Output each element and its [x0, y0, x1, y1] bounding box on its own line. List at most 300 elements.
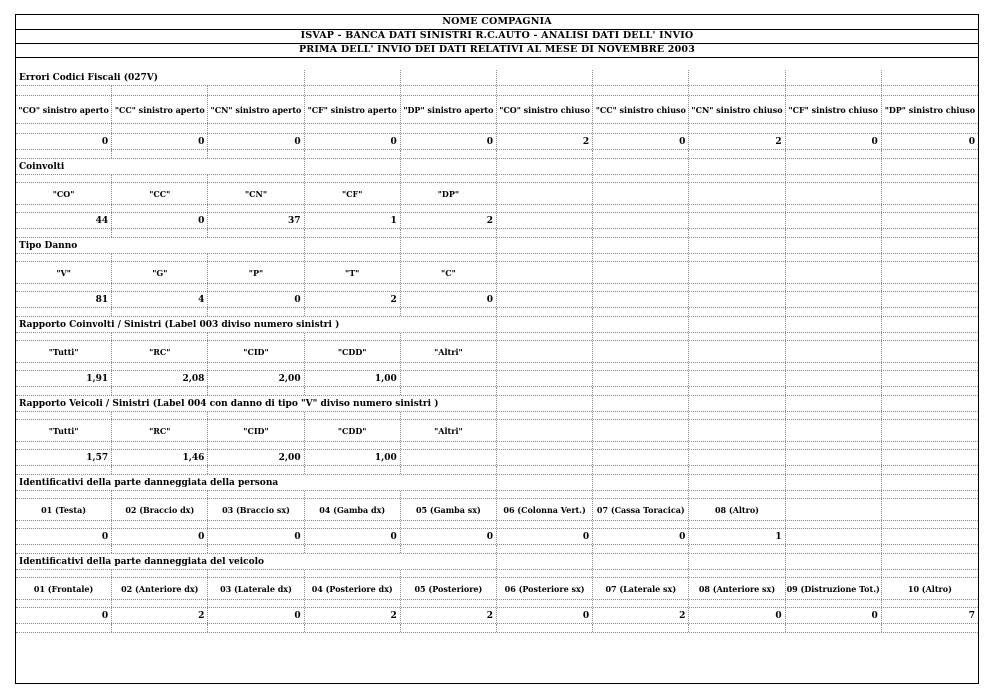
label-cell [208, 183, 304, 204]
title-cell [401, 475, 497, 490]
spacer-cell [786, 150, 882, 158]
column-value: 0 [294, 610, 301, 621]
column-label: 06 (Colonna Vert.) [503, 504, 586, 515]
title-cell [689, 70, 785, 85]
label-cell [593, 499, 689, 520]
report-title: ISVAP - BANCA DATI SINISTRI R.C.AUTO - ANALISI DATI DELL' INVIO [16, 29, 978, 44]
title-cell [882, 317, 978, 332]
column-value: 0 [294, 136, 301, 147]
company-name: NOME COMPAGNIA [16, 15, 978, 30]
value-cell [689, 450, 785, 465]
label-cell [208, 499, 304, 520]
spacer-cell [593, 442, 689, 449]
spacer-cell [497, 229, 593, 237]
column-value: 0 [198, 215, 205, 226]
section-title-row [16, 159, 978, 175]
spacer-cell [16, 491, 112, 498]
value-cell [208, 134, 304, 149]
spacer-cell [208, 363, 304, 370]
label-cell [593, 96, 689, 123]
spacer-cell [882, 600, 978, 607]
value-cell [208, 292, 304, 307]
value-cell [16, 292, 112, 307]
section-title-row [16, 70, 978, 86]
spacer-cell [112, 150, 208, 158]
value-cell [112, 450, 208, 465]
column-label: "CF" [341, 188, 363, 199]
title-cell [305, 238, 401, 253]
column-label: 08 (Anteriore sx) [698, 583, 776, 594]
title-cell [305, 475, 401, 490]
title-cell [689, 317, 785, 332]
label-cell [305, 420, 401, 441]
value-cell [497, 608, 593, 623]
spacer-cell [882, 229, 978, 237]
spacer-cell [497, 387, 593, 395]
column-value: 0 [871, 610, 878, 621]
value-cell [689, 292, 785, 307]
spacer-cell [882, 175, 978, 182]
label-cell [208, 262, 304, 283]
column-label: 08 (Altro) [714, 504, 759, 515]
column-value: 2 [486, 610, 493, 621]
spacer-cell [497, 466, 593, 474]
column-value [401, 371, 493, 386]
column-value: 2 [198, 610, 205, 621]
label-cell [401, 420, 497, 441]
value-cell [16, 134, 112, 149]
title-cell [208, 70, 304, 85]
value-cell [593, 292, 689, 307]
section-title-row [16, 238, 978, 254]
title-cell [401, 238, 497, 253]
spacer-cell [882, 521, 978, 528]
title-cell [112, 159, 208, 174]
spacer-row [16, 442, 978, 450]
label-cell [305, 262, 401, 283]
spacer-cell [786, 124, 882, 133]
spacer-cell [593, 387, 689, 395]
value-cell [786, 450, 882, 465]
spacer-cell [16, 442, 112, 449]
title-cell [497, 317, 593, 332]
spacer-cell [786, 333, 882, 340]
spacer-cell [497, 150, 593, 158]
spacer-row [16, 175, 978, 183]
column-label: "Altri" [434, 425, 463, 436]
label-cell [497, 96, 593, 123]
spacer-cell [401, 570, 497, 577]
spacer-cell [112, 205, 208, 212]
spacer-cell [305, 229, 401, 237]
spacer-cell [882, 363, 978, 370]
column-value: 0 [101, 136, 109, 147]
spacer-cell [305, 284, 401, 291]
spacer-cell [208, 521, 304, 528]
value-cell [593, 450, 689, 465]
spacer-cell [497, 205, 593, 212]
value-cell [16, 529, 112, 544]
spacer-cell [497, 442, 593, 449]
spacer-cell [497, 600, 593, 607]
data-grid [16, 70, 978, 633]
column-value: 0 [390, 136, 397, 147]
column-value: 4 [198, 294, 205, 305]
column-label: "T" [345, 267, 360, 278]
spacer-cell [16, 624, 112, 632]
spacer-cell [497, 124, 593, 133]
value-cell [689, 608, 785, 623]
column-value: 0 [294, 294, 301, 305]
spacer-cell [786, 491, 882, 498]
value-cell [401, 529, 497, 544]
value-cell [882, 529, 978, 544]
spacer-cell [593, 124, 689, 133]
spacer-cell [112, 442, 208, 449]
spacer-cell [208, 387, 304, 395]
spacer-cell [786, 521, 882, 528]
spacer-cell [497, 545, 593, 553]
spacer-cell [593, 229, 689, 237]
label-cell [786, 262, 882, 283]
title-cell [786, 159, 882, 174]
spacer-row [16, 521, 978, 529]
label-cell [16, 420, 112, 441]
title-cell [882, 475, 978, 490]
spacer-cell [882, 254, 978, 261]
spacer-cell [208, 491, 304, 498]
spacer-cell [208, 624, 304, 632]
report-sheet [15, 14, 979, 684]
spacer-row [16, 387, 978, 396]
column-label: 02 (Braccio dx) [125, 504, 195, 515]
spacer-cell [208, 229, 304, 237]
label-cell [882, 183, 978, 204]
spacer-cell [593, 308, 689, 316]
column-label: 01 (Testa) [41, 504, 87, 515]
label-cell [593, 341, 689, 362]
title-cell [882, 554, 978, 569]
spacer-cell [305, 308, 401, 316]
value-cell [497, 450, 593, 465]
column-value: 1,91 [86, 373, 109, 384]
label-cell [305, 578, 401, 599]
spacer-cell [401, 624, 497, 632]
spacer-cell [16, 124, 112, 133]
title-cell [593, 396, 689, 411]
spacer-cell [786, 466, 882, 474]
value-cell [305, 134, 401, 149]
spacer-cell [882, 491, 978, 498]
value-cell [882, 134, 978, 149]
label-cell [689, 341, 785, 362]
section-title: Rapporto Coinvolti / Sinistri (Label 003 diviso numero sinistri ) [19, 319, 340, 330]
value-cell [112, 608, 208, 623]
spacer-cell [689, 491, 785, 498]
spacer-cell [16, 466, 112, 474]
spacer-cell [112, 545, 208, 553]
value-row [16, 608, 978, 624]
spacer-cell [497, 521, 593, 528]
spacer-cell [401, 254, 497, 261]
value-cell [112, 529, 208, 544]
spacer-cell [208, 284, 304, 291]
spacer-cell [786, 86, 882, 95]
spacer-cell [208, 570, 304, 577]
column-label: "CC" [149, 188, 171, 199]
value-cell [786, 529, 882, 544]
spacer-cell [593, 491, 689, 498]
spacer-cell [593, 600, 689, 607]
label-cell [593, 578, 689, 599]
column-label: "RC" [149, 346, 171, 357]
title-cell [208, 159, 304, 174]
spacer-cell [497, 624, 593, 632]
spacer-cell [882, 86, 978, 95]
spacer-cell [689, 545, 785, 553]
column-value: 2 [486, 215, 493, 226]
column-value: 2 [390, 294, 397, 305]
spacer-cell [593, 412, 689, 419]
column-label: 02 (Anteriore dx) [121, 583, 199, 594]
label-cell [786, 96, 882, 123]
spacer-row [16, 363, 978, 371]
label-cell [882, 262, 978, 283]
label-cell [208, 341, 304, 362]
value-cell [401, 371, 497, 386]
spacer-cell [497, 333, 593, 340]
column-value [401, 450, 493, 465]
title-cell [305, 554, 401, 569]
column-value: 0 [582, 531, 590, 542]
spacer-cell [882, 545, 978, 553]
value-cell [16, 213, 112, 228]
label-cell [16, 499, 112, 520]
spacer-row [16, 205, 978, 213]
column-label: 10 (Altro) [907, 583, 952, 594]
title-cell [497, 554, 593, 569]
label-cell [786, 341, 882, 362]
column-value: 44 [95, 215, 109, 226]
report-period: PRIMA DELL' INVIO DEI DATI RELATIVI AL MESE DI NOVEMBRE 2003 [16, 43, 978, 58]
value-cell [401, 608, 497, 623]
label-cell [497, 420, 593, 441]
label-cell [112, 499, 208, 520]
value-cell [305, 292, 401, 307]
column-label: 05 (Gamba sx) [415, 504, 481, 515]
spacer-cell [593, 521, 689, 528]
label-row [16, 578, 978, 600]
spacer-cell [208, 333, 304, 340]
label-cell [497, 499, 593, 520]
spacer-cell [112, 86, 208, 95]
spacer-row [16, 254, 978, 262]
spacer-cell [401, 229, 497, 237]
label-cell [401, 183, 497, 204]
spacer-cell [112, 521, 208, 528]
column-label: "Altri" [434, 346, 463, 357]
column-value: 2 [582, 136, 590, 147]
spacer-row [16, 124, 978, 134]
spacer-cell [593, 254, 689, 261]
title-cell [593, 475, 689, 490]
value-cell [689, 371, 785, 386]
spacer-cell [689, 412, 785, 419]
value-cell [689, 134, 785, 149]
label-row [16, 420, 978, 442]
column-value: 2 [679, 610, 686, 621]
value-cell [497, 371, 593, 386]
spacer-cell [593, 333, 689, 340]
spacer-cell [305, 442, 401, 449]
value-row [16, 292, 978, 308]
spacer-cell [305, 466, 401, 474]
spacer-cell [689, 442, 785, 449]
spacer-cell [16, 521, 112, 528]
title-cell [689, 554, 785, 569]
spacer-cell [786, 205, 882, 212]
spacer-cell [593, 624, 689, 632]
spacer-cell [16, 254, 112, 261]
label-cell [401, 341, 497, 362]
spacer-cell [882, 624, 978, 632]
label-cell [882, 341, 978, 362]
label-cell [305, 183, 401, 204]
label-cell [593, 262, 689, 283]
spacer-cell [16, 545, 112, 553]
spacer-cell [208, 86, 304, 95]
spacer-cell [689, 387, 785, 395]
value-cell [208, 371, 304, 386]
spacer-cell [401, 333, 497, 340]
spacer-cell [882, 387, 978, 395]
spacer-cell [112, 624, 208, 632]
value-cell [16, 450, 112, 465]
column-value: 1,00 [374, 373, 397, 384]
title-cell [593, 554, 689, 569]
spacer-cell [401, 600, 497, 607]
spacer-cell [112, 466, 208, 474]
spacer-row [16, 491, 978, 499]
column-label: "CN" sinistro chiuso [691, 104, 783, 115]
spacer-cell [112, 308, 208, 316]
spacer-cell [689, 124, 785, 133]
label-cell [112, 262, 208, 283]
column-label: "CO" sinistro chiuso [499, 104, 590, 115]
spacer-cell [401, 363, 497, 370]
column-label: "CID" [243, 346, 269, 357]
label-cell [16, 96, 112, 123]
column-label: 06 (Posteriore sx) [504, 583, 585, 594]
column-label: "DP" sinistro aperto [403, 104, 494, 115]
spacer-cell [112, 363, 208, 370]
title-cell [689, 396, 785, 411]
column-label: 03 (Laterale dx) [220, 583, 292, 594]
column-value: 0 [582, 610, 590, 621]
spacer-cell [305, 521, 401, 528]
spacer-cell [401, 150, 497, 158]
spacer-cell [305, 86, 401, 95]
spacer-row [16, 545, 978, 554]
value-cell [882, 371, 978, 386]
value-cell [882, 213, 978, 228]
label-cell [16, 578, 112, 599]
spacer-cell [112, 412, 208, 419]
spacer-cell [208, 175, 304, 182]
column-value: 2,08 [182, 373, 205, 384]
spacer-cell [689, 86, 785, 95]
value-cell [305, 608, 401, 623]
section-title: Tipo Danno [19, 240, 78, 251]
spacer-cell [16, 175, 112, 182]
spacer-cell [208, 124, 304, 133]
column-value: 0 [968, 136, 975, 147]
title-cell [593, 159, 689, 174]
spacer-row [16, 284, 978, 292]
value-cell [786, 608, 882, 623]
title-cell [208, 238, 304, 253]
title-cell [593, 238, 689, 253]
value-row [16, 529, 978, 545]
label-cell [786, 183, 882, 204]
section-title: Coinvolti [19, 161, 65, 172]
label-cell [689, 183, 785, 204]
spacer-cell [593, 466, 689, 474]
spacer-cell [497, 175, 593, 182]
title-cell [401, 554, 497, 569]
value-cell [593, 608, 689, 623]
spacer-cell [16, 387, 112, 395]
title-cell [786, 475, 882, 490]
spacer-cell [401, 466, 497, 474]
value-row [16, 450, 978, 466]
section-title-row [16, 554, 978, 570]
spacer-cell [112, 284, 208, 291]
column-value: 0 [679, 136, 686, 147]
column-value: 0 [486, 531, 493, 542]
column-value: 0 [775, 610, 782, 621]
spacer-cell [16, 333, 112, 340]
spacer-cell [593, 363, 689, 370]
spacer-cell [786, 284, 882, 291]
column-value: 0 [198, 136, 205, 147]
column-label: "CC" sinistro chiuso [595, 104, 686, 115]
title-cell [689, 475, 785, 490]
label-cell [882, 96, 978, 123]
label-cell [208, 96, 304, 123]
column-value: 2 [775, 136, 782, 147]
spacer-cell [305, 363, 401, 370]
value-cell [401, 213, 497, 228]
spacer-cell [689, 254, 785, 261]
label-cell [16, 341, 112, 362]
spacer-cell [305, 254, 401, 261]
column-label: "C" [441, 267, 456, 278]
spacer-cell [689, 205, 785, 212]
spacer-cell [208, 254, 304, 261]
label-cell [112, 96, 208, 123]
label-cell [786, 499, 882, 520]
label-row [16, 96, 978, 124]
title-cell [882, 70, 978, 85]
title-cell [497, 70, 593, 85]
title-cell [786, 238, 882, 253]
column-label: "V" [56, 267, 71, 278]
column-value: 2 [390, 610, 397, 621]
spacer-cell [786, 308, 882, 316]
title-cell [882, 238, 978, 253]
label-row [16, 499, 978, 521]
